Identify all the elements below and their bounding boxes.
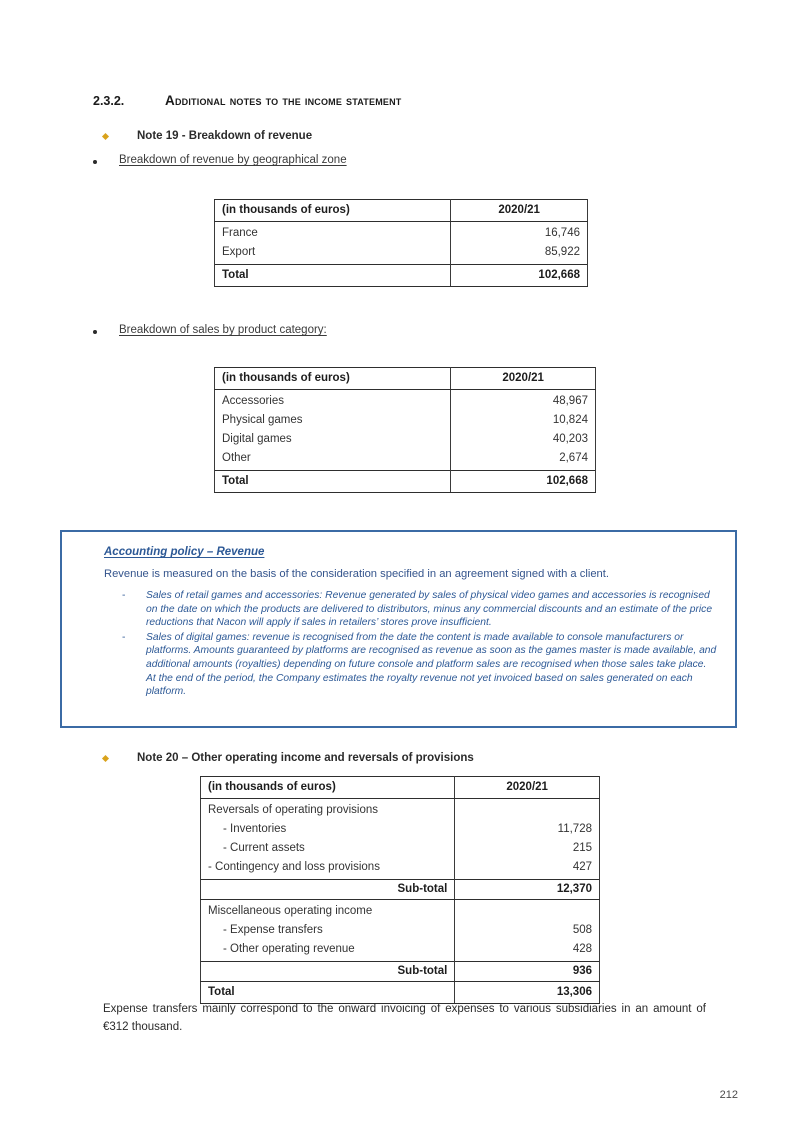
section-number: 2.3.2. bbox=[93, 94, 125, 108]
row-value: 427 bbox=[455, 858, 600, 880]
row-label: - Inventories bbox=[201, 820, 455, 839]
row-label: - Expense transfers bbox=[201, 921, 455, 940]
table-header-row bbox=[215, 368, 596, 390]
table-row bbox=[215, 411, 596, 430]
row-value: 215 bbox=[455, 839, 600, 858]
table-subtotal-row bbox=[201, 880, 600, 900]
header-cell-label: (in thousands of euros) bbox=[201, 777, 455, 799]
table-header-row bbox=[201, 777, 600, 799]
table-row bbox=[215, 243, 588, 265]
dot-bullet-icon bbox=[93, 330, 97, 334]
group-title: Reversals of operating provisions bbox=[201, 799, 455, 821]
note-20-heading-label: Note 20 – Other operating income and reversals of provisions bbox=[137, 752, 474, 764]
row-value: 10,824 bbox=[451, 411, 596, 430]
table-row bbox=[215, 390, 596, 412]
table-row bbox=[215, 430, 596, 449]
table-row bbox=[201, 900, 600, 922]
header-cell-period: 2020/21 bbox=[455, 777, 600, 799]
dash-marker-icon: - bbox=[122, 631, 126, 643]
table-revenue-by-geography bbox=[214, 199, 588, 287]
page-number: 212 bbox=[719, 1089, 738, 1101]
dash-marker-icon: - bbox=[122, 590, 126, 601]
section-title: Additional notes to the income statement bbox=[165, 93, 402, 108]
row-label: Physical games bbox=[215, 411, 451, 430]
subtotal-label: Sub-total bbox=[201, 880, 455, 900]
header-cell-period: 2020/21 bbox=[451, 200, 588, 222]
list-item bbox=[104, 589, 717, 630]
header-cell-label: (in thousands of euros) bbox=[215, 368, 451, 390]
table-row bbox=[201, 921, 600, 940]
total-label: Total bbox=[215, 471, 451, 493]
row-value: 16,746 bbox=[451, 222, 588, 244]
total-value: 102,668 bbox=[451, 471, 596, 493]
row-value: 2,674 bbox=[451, 449, 596, 471]
row-label: France bbox=[215, 222, 451, 244]
table-total-row bbox=[215, 471, 596, 493]
row-label: Digital games bbox=[215, 430, 451, 449]
group-value bbox=[455, 799, 600, 821]
row-label: - Current assets bbox=[201, 839, 455, 858]
table-sales-by-product bbox=[214, 367, 596, 493]
accounting-policy-box bbox=[60, 530, 737, 728]
subtotal-label: Sub-total bbox=[201, 962, 455, 982]
row-value: 428 bbox=[455, 940, 600, 962]
row-value: 85,922 bbox=[451, 243, 588, 265]
accounting-policy-title: Accounting policy – Revenue bbox=[104, 546, 265, 558]
total-label: Total bbox=[215, 265, 451, 287]
group-value bbox=[455, 900, 600, 922]
total-label: Total bbox=[201, 982, 455, 1004]
section-heading bbox=[93, 93, 402, 108]
table-header-row bbox=[215, 200, 588, 222]
table-row bbox=[215, 222, 588, 244]
list-item-text: Sales of digital games: revenue is recognised from the date the content is made available to console manufacturers or platforms. Amounts guaranteed by platforms are recognised as revenue as soon as the games master is made available, and additional amounts (royalties) depending on future console and platform sales are recognised when those sales take place. At the end of the period, the Company estimates the royalty revenue not yet invoiced based on sales generated on each platform. bbox=[146, 631, 717, 698]
row-label: Other bbox=[215, 449, 451, 471]
table-other-operating-income bbox=[200, 776, 600, 1004]
row-label: Export bbox=[215, 243, 451, 265]
table-row bbox=[215, 449, 596, 471]
table-subtotal-row bbox=[201, 962, 600, 982]
table-row bbox=[201, 820, 600, 839]
row-value: 508 bbox=[455, 921, 600, 940]
subtotal-value: 936 bbox=[455, 962, 600, 982]
header-cell-label: (in thousands of euros) bbox=[215, 200, 451, 222]
table-row bbox=[201, 799, 600, 821]
row-label: - Other operating revenue bbox=[201, 940, 455, 962]
row-label: - Contingency and loss provisions bbox=[201, 858, 455, 880]
note-19-heading bbox=[103, 130, 312, 142]
breakdown-product-label: Breakdown of sales by product category: bbox=[119, 324, 327, 336]
table-row bbox=[201, 940, 600, 962]
total-value: 102,668 bbox=[451, 265, 588, 287]
list-item-text: Sales of retail games and accessories: Revenue generated by sales of physical video games and accessories is recognised on the date on which the products are delivered to distributors, minus any commercial discounts and an estimate of the price reductions that Nacon will apply if sales in retailers’ stores prove insufficient. bbox=[146, 590, 713, 629]
breakdown-geographical-label: Breakdown of revenue by geographical zone bbox=[119, 154, 347, 166]
list-item bbox=[104, 631, 717, 699]
total-value: 13,306 bbox=[455, 982, 600, 1004]
note-20-heading bbox=[103, 752, 474, 764]
subtotal-value: 12,370 bbox=[455, 880, 600, 900]
accounting-policy-lead: Revenue is measured on the basis of the consideration specified in an agreement signed with a client. bbox=[104, 568, 609, 580]
accounting-policy-list bbox=[104, 589, 717, 699]
breakdown-geographical-heading bbox=[93, 154, 347, 166]
group-title: Miscellaneous operating income bbox=[201, 900, 455, 922]
table-row bbox=[201, 858, 600, 880]
closing-paragraph: Expense transfers mainly correspond to the onward invoicing of expenses to various subsidiaries in an amount of €312 thousand. bbox=[103, 1003, 706, 1033]
row-label: Accessories bbox=[215, 390, 451, 412]
header-cell-period: 2020/21 bbox=[451, 368, 596, 390]
row-value: 11,728 bbox=[455, 820, 600, 839]
table-row bbox=[201, 839, 600, 858]
note-19-heading-label: Note 19 - Breakdown of revenue bbox=[137, 130, 313, 142]
dot-bullet-icon bbox=[93, 160, 97, 164]
row-value: 40,203 bbox=[451, 430, 596, 449]
breakdown-product-heading bbox=[93, 324, 327, 336]
table-total-row bbox=[215, 265, 588, 287]
row-value: 48,967 bbox=[451, 390, 596, 412]
